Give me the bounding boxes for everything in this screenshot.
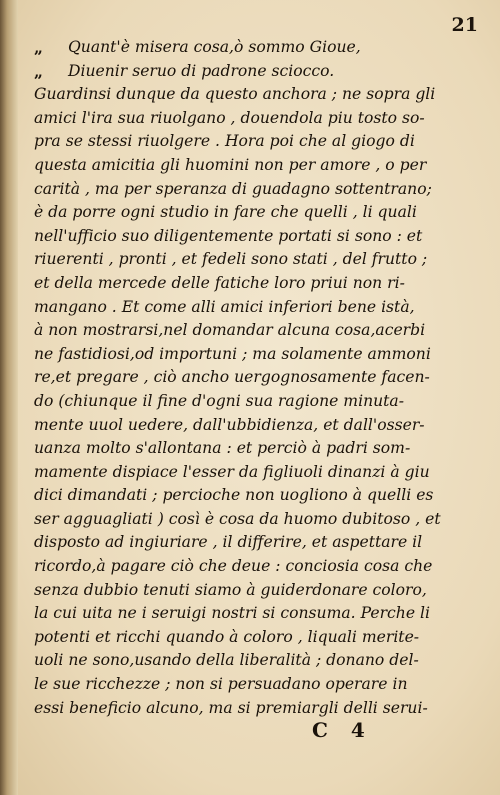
page-gutter-shadow <box>0 0 18 795</box>
prose-line: la cui uita ne i seruigi nostri si consuma. Perche li <box>34 604 430 623</box>
prose-line: Guardinsi dunque da questo anchora ; ne sopra gli <box>34 85 436 104</box>
prose-line: potenti et ricchi quando à coloro , liquali merite- <box>34 627 420 646</box>
prose-line: senza dubbio tenuti siamo à guiderdonare coloro, <box>34 580 427 599</box>
prose-line: ne fastidiosi,od importuni ; ma solamente ammoni <box>34 344 431 363</box>
prose-line: à non mostrarsi,nel domandar alcuna cosa,acerbi <box>34 321 426 340</box>
prose-line: nell'ufficio suo diligentemente portati si sono : et <box>34 226 423 245</box>
quotation-mark: „ <box>34 38 43 57</box>
signature-mark: C 4 <box>312 718 373 742</box>
prose-line: mangano . Et come alli amici inferiori bene istà, <box>34 297 415 316</box>
prose-line: è da porre ogni studio in fare che quelli , li quali <box>34 203 417 222</box>
prose-line: essi beneficio alcuno, ma si premiargli delli serui- <box>34 698 428 717</box>
prose-line: carità , ma per speranza di guadagno sottentrano; <box>34 179 432 198</box>
page-number: 21 <box>451 14 478 36</box>
prose-line: disposto ad ingiuriare , il differire, et aspettare il <box>34 533 423 552</box>
prose-line: amici l'ira sua riuolgano , douendola piu tosto so- <box>34 108 425 127</box>
prose-line: uanza molto s'allontana : et perciò à padri som- <box>34 439 411 458</box>
verse-text: Quant'è misera cosa,ò sommo Gioue, <box>68 38 361 56</box>
prose-line: dici dimandati ; percioche non uogliono à quelli es <box>34 486 434 505</box>
prose-line: pra se stessi riuolgere . Hora poi che al giogo di <box>34 132 415 151</box>
verse-line <box>34 60 474 84</box>
verse-line <box>34 36 474 60</box>
text-block <box>34 36 474 720</box>
prose-line: et della mercede delle fatiche loro priui non ri- <box>34 273 405 292</box>
prose-line: uoli ne sono,usando della liberalità ; donano del- <box>34 651 419 670</box>
prose-line: ricordo,à pagare ciò che deue : conciosia cosa che <box>34 557 433 576</box>
prose-line: mente uuol uedere, dall'ubbidienza, et dall'osser- <box>34 415 425 434</box>
prose-line: le sue ricchezze ; non si persuadano operare in <box>34 675 408 694</box>
prose-line: mamente dispiace l'esser da figliuoli dinanzi à giu <box>34 462 430 481</box>
verse-text: Diuenir seruo di padrone sciocco. <box>68 61 335 80</box>
prose-line: do (chiunque il fine d'ogni sua ragione minuta- <box>34 391 404 410</box>
prose-line: re,et pregare , ciò ancho uergognosamente facen- <box>34 368 430 387</box>
quotation-mark: „ <box>34 61 43 81</box>
prose-line: riuerenti , pronti , et fedeli sono stati , del frutto ; <box>34 250 428 269</box>
prose-line: ser agguagliati ) così è cosa da huomo dubitoso , et <box>34 509 441 528</box>
prose-line: questa amicitia gli huomini non per amore , o per <box>34 155 427 174</box>
